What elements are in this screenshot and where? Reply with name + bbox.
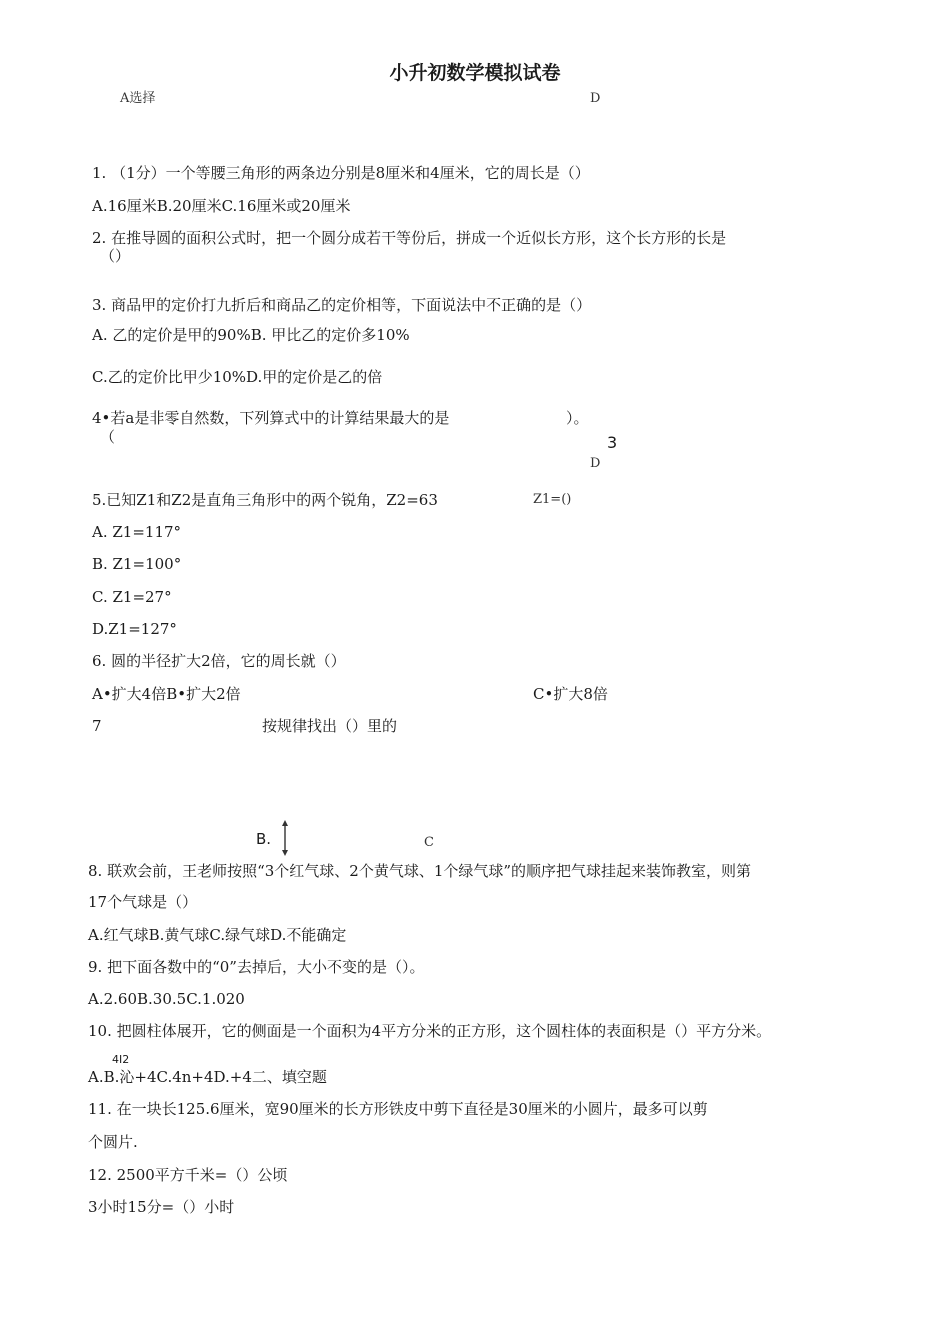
q5-option-c: C. Z1=27° bbox=[92, 588, 172, 606]
q12-line-1: 12. 2500平方千米=（）公顷 bbox=[88, 1166, 288, 1184]
q4-fragment-d: D bbox=[590, 456, 601, 471]
q10-stem: 10. 把圆柱体展开，它的侧面是一个面积为4平方分米的正方形，这个圆柱体的表面积是（）平方分米。 bbox=[88, 1022, 772, 1040]
q7-option-b: B. bbox=[256, 830, 272, 848]
q11-stem: 11. 在一块长125.6厘米，宽90厘米的长方形铁皮中剪下直径是30厘米的小圆片，最多可以剪 bbox=[88, 1100, 708, 1118]
header-fragment-left: A选择 bbox=[120, 91, 156, 106]
q2-stem: 2. 在推导圆的面积公式时，把一个圆分成若干等份后，拼成一个近似长方形，这个长方形的长是 bbox=[92, 229, 727, 247]
q4-stem-end: ）。 bbox=[566, 409, 589, 427]
q3-option-cd: C.乙的定价比甲少10%D.甲的定价是乙的倍 bbox=[92, 368, 383, 386]
header-fragment-right: D bbox=[590, 91, 601, 106]
q7-stem: 按规律找出（）里的 bbox=[262, 717, 398, 735]
q10-options: A.B.沁+4C.4n+4D.+4二、填空题 bbox=[88, 1068, 327, 1086]
q9-options: A.2.60B.30.5C.1.020 bbox=[88, 990, 245, 1008]
q4-stem: 4•若a是非零自然数，下列算式中的计算结果最大的是 bbox=[92, 409, 450, 427]
q2-stem-cont: （） bbox=[100, 247, 131, 265]
q7-option-c: C bbox=[424, 835, 434, 850]
q6-stem: 6. 圆的半径扩大2倍，它的周长就（） bbox=[92, 652, 346, 670]
q8-options: A.红气球B.黄气球C.绿气球D.不能确定 bbox=[88, 926, 347, 944]
q1-options: A.16厘米B.20厘米C.16厘米或20厘米 bbox=[92, 197, 351, 215]
q4-paren: （ bbox=[100, 428, 116, 446]
double-arrow-icon bbox=[281, 820, 289, 856]
q5-stem-right: Z1=() bbox=[533, 492, 572, 507]
q9-stem: 9. 把下面各数中的“0”去掉后，大小不变的是（）。 bbox=[88, 958, 425, 976]
q8-stem: 8. 联欢会前，王老师按照“3个红气球、2个黄气球、1个绿气球”的顺序把气球挂起来装饰教室，则第 bbox=[88, 862, 752, 880]
q4-number: 3 bbox=[607, 433, 618, 452]
q12-line-2: 3小时15分=（）小时 bbox=[88, 1198, 235, 1216]
q3-stem: 3. 商品甲的定价打九折后和商品乙的定价相等，下面说法中不正确的是（） bbox=[92, 296, 592, 314]
q6-option-c: C•扩大8倍 bbox=[533, 685, 608, 703]
exam-title: 小升初数学模拟试卷 bbox=[389, 62, 561, 84]
q8-stem-cont: 17个气球是（） bbox=[88, 893, 198, 911]
q6-option-ab: A•扩大4倍B•扩大2倍 bbox=[92, 685, 241, 703]
q5-stem: 5.已知Z1和Z2是直角三角形中的两个锐角，Z2=63 bbox=[92, 491, 438, 509]
q7-number: 7 bbox=[92, 717, 102, 735]
q5-option-b: B. Z1=100° bbox=[92, 555, 182, 573]
q11-stem-cont: 个圆片. bbox=[88, 1133, 138, 1151]
q3-option-ab: A. 乙的定价是甲的90%B. 甲比乙的定价多10% bbox=[92, 326, 410, 344]
q5-option-a: A. Z1=117° bbox=[92, 523, 182, 541]
q5-option-d: D.Z1=127° bbox=[92, 620, 177, 638]
q1-stem: 1. （1分）一个等腰三角形的两条边分别是8厘米和4厘米，它的周长是（） bbox=[92, 164, 590, 182]
q10-superscript: 4I2 bbox=[112, 1053, 130, 1066]
